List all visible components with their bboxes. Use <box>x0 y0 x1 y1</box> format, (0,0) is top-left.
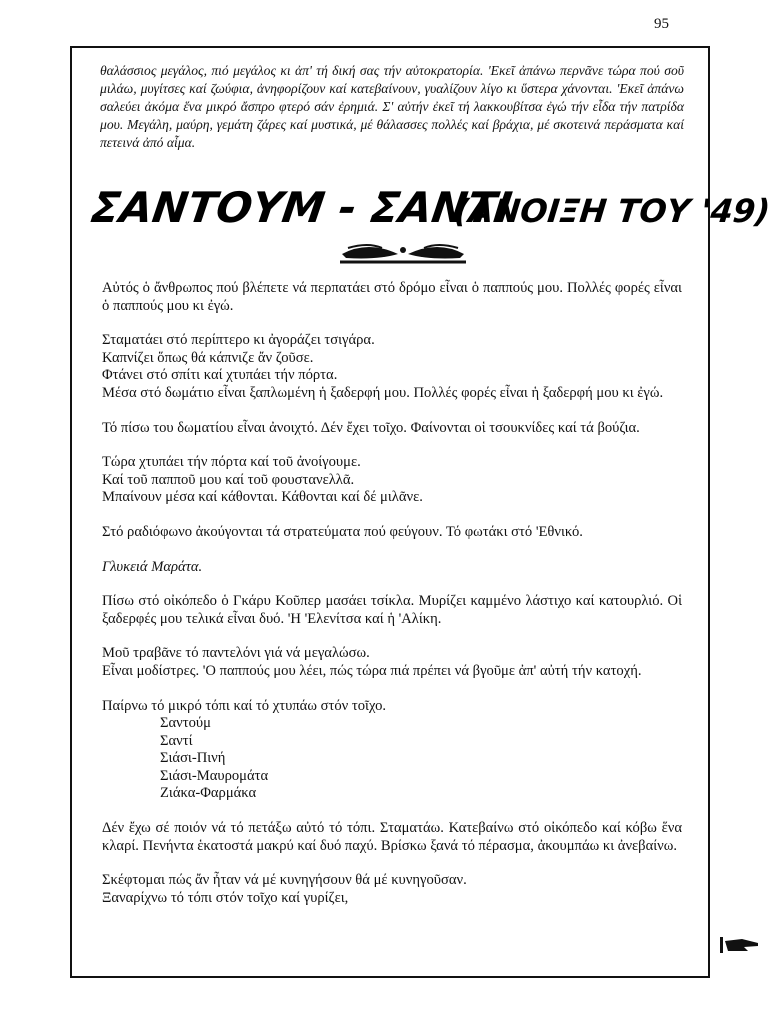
text-line: Ξαναρίχνω τό τόπι στόν τοῖχο καί γυρίζει, <box>102 889 349 906</box>
list-item: Σαντί <box>160 732 193 749</box>
text-line: Τώρα χτυπάει τήν πόρτα καί τοῦ ἀνοίγουμε. <box>102 454 361 471</box>
text-line: Παίρνω τό μικρό τόπι καί τό χτυπάω στόν τοῖχο. <box>102 697 387 714</box>
text-line: Τό πίσω του δωματίου εἶναι ἀνοιχτό. Δέν ἔχει τοῖχο. Φαίνονται οἱ τσουκνίδες καί τά βούζια. <box>102 419 640 436</box>
paragraph <box>102 280 682 315</box>
text-line: Μέσα στό δωμάτιο εἶναι ξαπλωμένη ἡ ξαδερφή μου. Πολλές φορές εἶναι ἡ ξαδερφή μου κι ἐγώ. <box>102 384 664 401</box>
text-line: Μπαίνουν μέσα καί κάθονται. Κάθονται καί δέ μιλᾶνε. <box>102 489 423 506</box>
text-line: Δέν ἔχω σέ ποιόν νά τό πετάξω αὐτό τό τόπι. Σταματάω. Κατεβαίνω στό οἰκόπεδο καί κόβω ἕνα κλαρί. Πενήντα ἑκατοστά μακρύ καί δυό παχύ. Βρίσκω ξανά τό πέρασμα, ἀκουμπάω κι ἀνεβαίνω. <box>102 820 682 854</box>
text-line: Καί τοῦ παπποῦ μου καί τοῦ φουστανελλᾶ. <box>102 471 355 488</box>
headline-paren: (ΑΝΟΙΞΗ ΤΟΥ '49) <box>452 192 772 230</box>
paragraph <box>102 420 682 438</box>
text-line: Αὐτός ὁ ἄνθρωπος πού βλέπετε νά περπατάει στό δρόμο εἶναι ὁ παππούς μου. Πολλές φορές εἶναι ὁ παππούς μου κι ἐγώ. <box>102 280 682 314</box>
text-line: Καπνίζει ὅπως θά κάπνιζε ἄν ζοῦσε. <box>102 349 314 366</box>
headline <box>88 176 772 240</box>
paragraph <box>102 332 682 402</box>
paragraph <box>102 872 682 907</box>
list-item: Σιάσι-Μαυρομάτα <box>160 767 269 784</box>
text-line: Σκέφτομαι πώς ἄν ἦταν νά μέ κυνηγήσουν θά μέ κυνηγοῦσαν. <box>102 872 467 889</box>
list-item: Σαντούμ <box>160 715 211 732</box>
page-number: 95 <box>654 16 669 32</box>
headline-main: ΣΑΝΤΟΥΜ - ΣΑΝΤΙ <box>88 183 516 232</box>
list-item: Ζιάκα-Φαρμάκα <box>160 785 257 802</box>
text-line: Εἶναι μοδίστρες. 'Ο παππούς μου λέει, πώς τώρα πιά πρέπει νά βγοῦμε ἀπ' αὐτή τήν κατοχή. <box>102 662 642 679</box>
name-list <box>160 715 682 803</box>
text-line: Σταματάει στό περίπτερο κι ἀγοράζει τσιγάρα. <box>102 332 375 349</box>
paragraph <box>102 645 682 680</box>
text-line: Γλυκειά Μαράτα. <box>102 558 203 575</box>
paragraph <box>102 524 682 542</box>
body-text <box>102 280 682 924</box>
paragraph <box>102 593 682 628</box>
intro-paragraph: θαλάσσιος μεγάλος, πιό μεγάλος κι ἀπ' τή δική σας τήν αὐτοκρατορία. 'Εκεῖ ἀπάνω περνᾶνε τώρα πού σοῦ μιλάω, μυγίτσες καί ζωύφια, ἀνηφορίζουν καί κατεβαίνουν, γυαλίζουν λίγο κι ὕστερα χάνονται. 'Εκεῖ ἀπάνω σαλεύει ἀκόμα ἕνα μικρό ἄσπρο φτερό σάν ἐρημιά. Σ' αὐτήν ἐκεῖ τή λακκουβίτσα ἐγώ τήν εἶδα τήν πατρίδα μου. Μεγάλη, μαύρη, γεμάτη ζάρες καί μυστικά, μέ θάλασσες πολλές καί βράχια, μέ σκοτεινά περάσματα καί πετεινά ἀπό αἷμα. <box>100 63 684 150</box>
list-item: Σιάσι-Πινή <box>160 750 226 767</box>
text-line: Μοῦ τραβᾶνε τό παντελόνι γιά νά μεγαλώσω. <box>102 645 370 662</box>
pointing-hand-icon <box>718 935 762 955</box>
text-frame <box>70 46 772 978</box>
paragraph <box>102 820 682 855</box>
text-line: Φτάνει στό σπίτι καί χτυπάει τήν πόρτα. <box>102 367 338 384</box>
paragraph <box>102 559 682 577</box>
text-line: Πίσω στό οἰκόπεδο ὁ Γκάρυ Κοῦπερ μασάει τσίκλα. Μυρίζει καμμένο λάστιχο καί κατουρλιό. Οἱ ξαδερφές μου τελικά εἶναι δυό. 'Η 'Ελενίτσα καί ἡ 'Αλίκη. <box>102 593 682 627</box>
hands-ornament-icon <box>338 234 468 268</box>
paragraph <box>102 698 682 716</box>
headline-svg <box>88 176 772 240</box>
paragraph <box>102 454 682 507</box>
text-line: Στό ραδιόφωνο ἀκούγονται τά στρατεύματα πού φεύγουν. Τό φωτάκι στό 'Εθνικό. <box>102 523 583 540</box>
